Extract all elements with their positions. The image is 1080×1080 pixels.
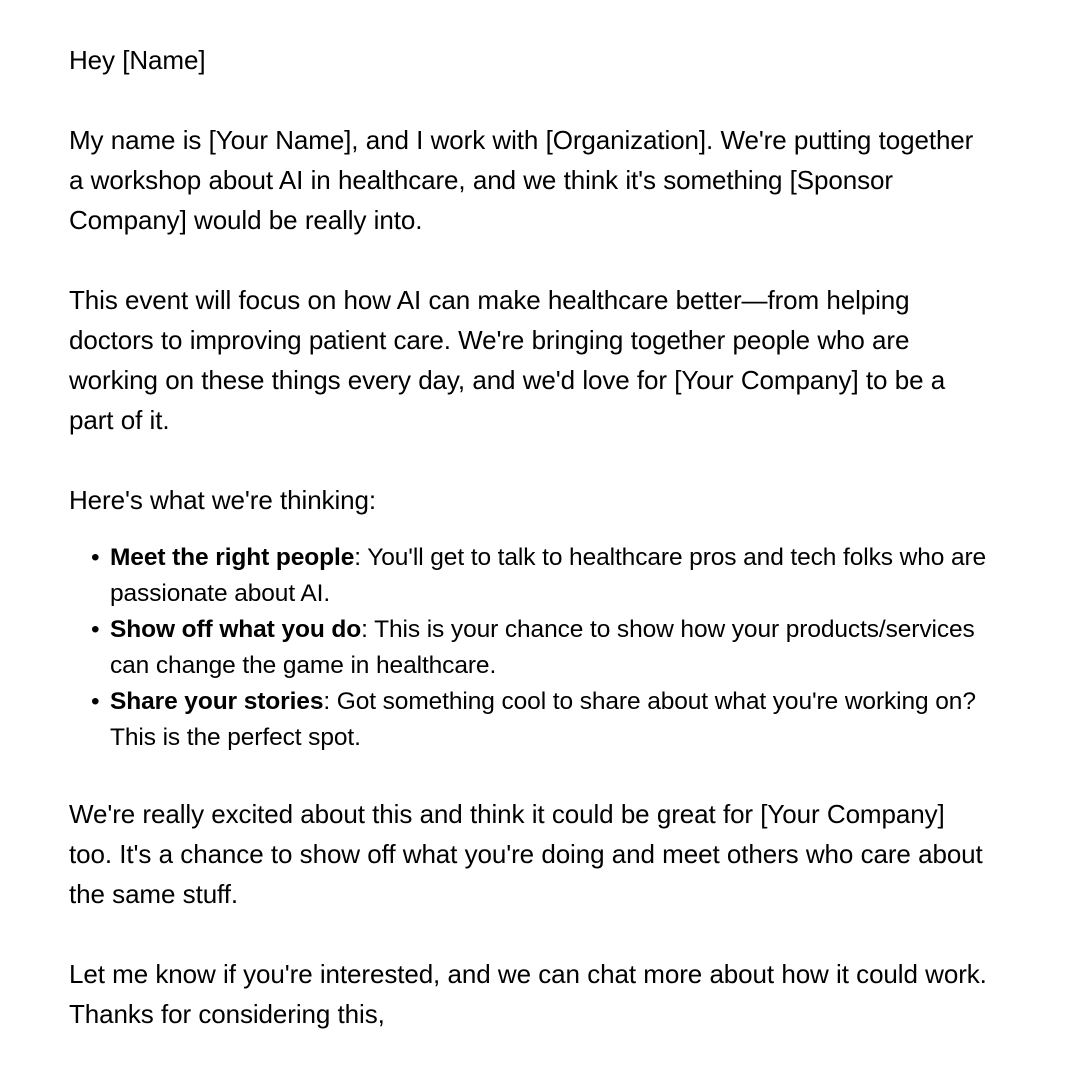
benefit-lead-label: Show off what you do [110, 616, 362, 643]
benefit-separator: : [361, 616, 375, 643]
closing-paragraph: Let me know if you're interested, and we can chat more about how it could work. Thanks for considering this, [69, 959, 987, 1029]
list-item [110, 612, 1010, 684]
benefit-separator: : [323, 688, 337, 715]
greeting-line: Hey [Name] [69, 45, 206, 75]
list-lead-in-paragraph: Here's what we're thinking: [69, 485, 376, 515]
benefit-body-text: Got something cool to share about what you're working on? This is the perfect spot. [110, 688, 976, 751]
intro-paragraph: My name is [Your Name], and I work with [Organization]. We're putting together a workshop about AI in healthcare, and we think it's something [Sponsor Company] would be really into. [69, 125, 974, 235]
benefit-lead-label: Share your stories [110, 688, 324, 715]
benefit-separator: : [354, 544, 368, 571]
benefit-body-text: This is your chance to show how your products/services can change the game in healthcare. [110, 616, 975, 679]
event-focus-paragraph: This event will focus on how AI can make healthcare better—from helping doctors to improving patient care. We're bringing together people who are working on these things every day, and we'd love for [Your Company] to be a part of it. [69, 285, 946, 435]
list-item [110, 540, 1010, 612]
benefit-lead-label: Meet the right people [110, 544, 355, 571]
excitement-paragraph: We're really excited about this and think it could be great for [Your Company] too. It's a chance to show off what you're doing and meet others who care about the same stuff. [69, 799, 983, 909]
benefits-list [69, 540, 1010, 756]
list-item [110, 684, 1010, 756]
benefit-body-text: You'll get to talk to healthcare pros and tech folks who are passionate about AI. [110, 544, 987, 607]
